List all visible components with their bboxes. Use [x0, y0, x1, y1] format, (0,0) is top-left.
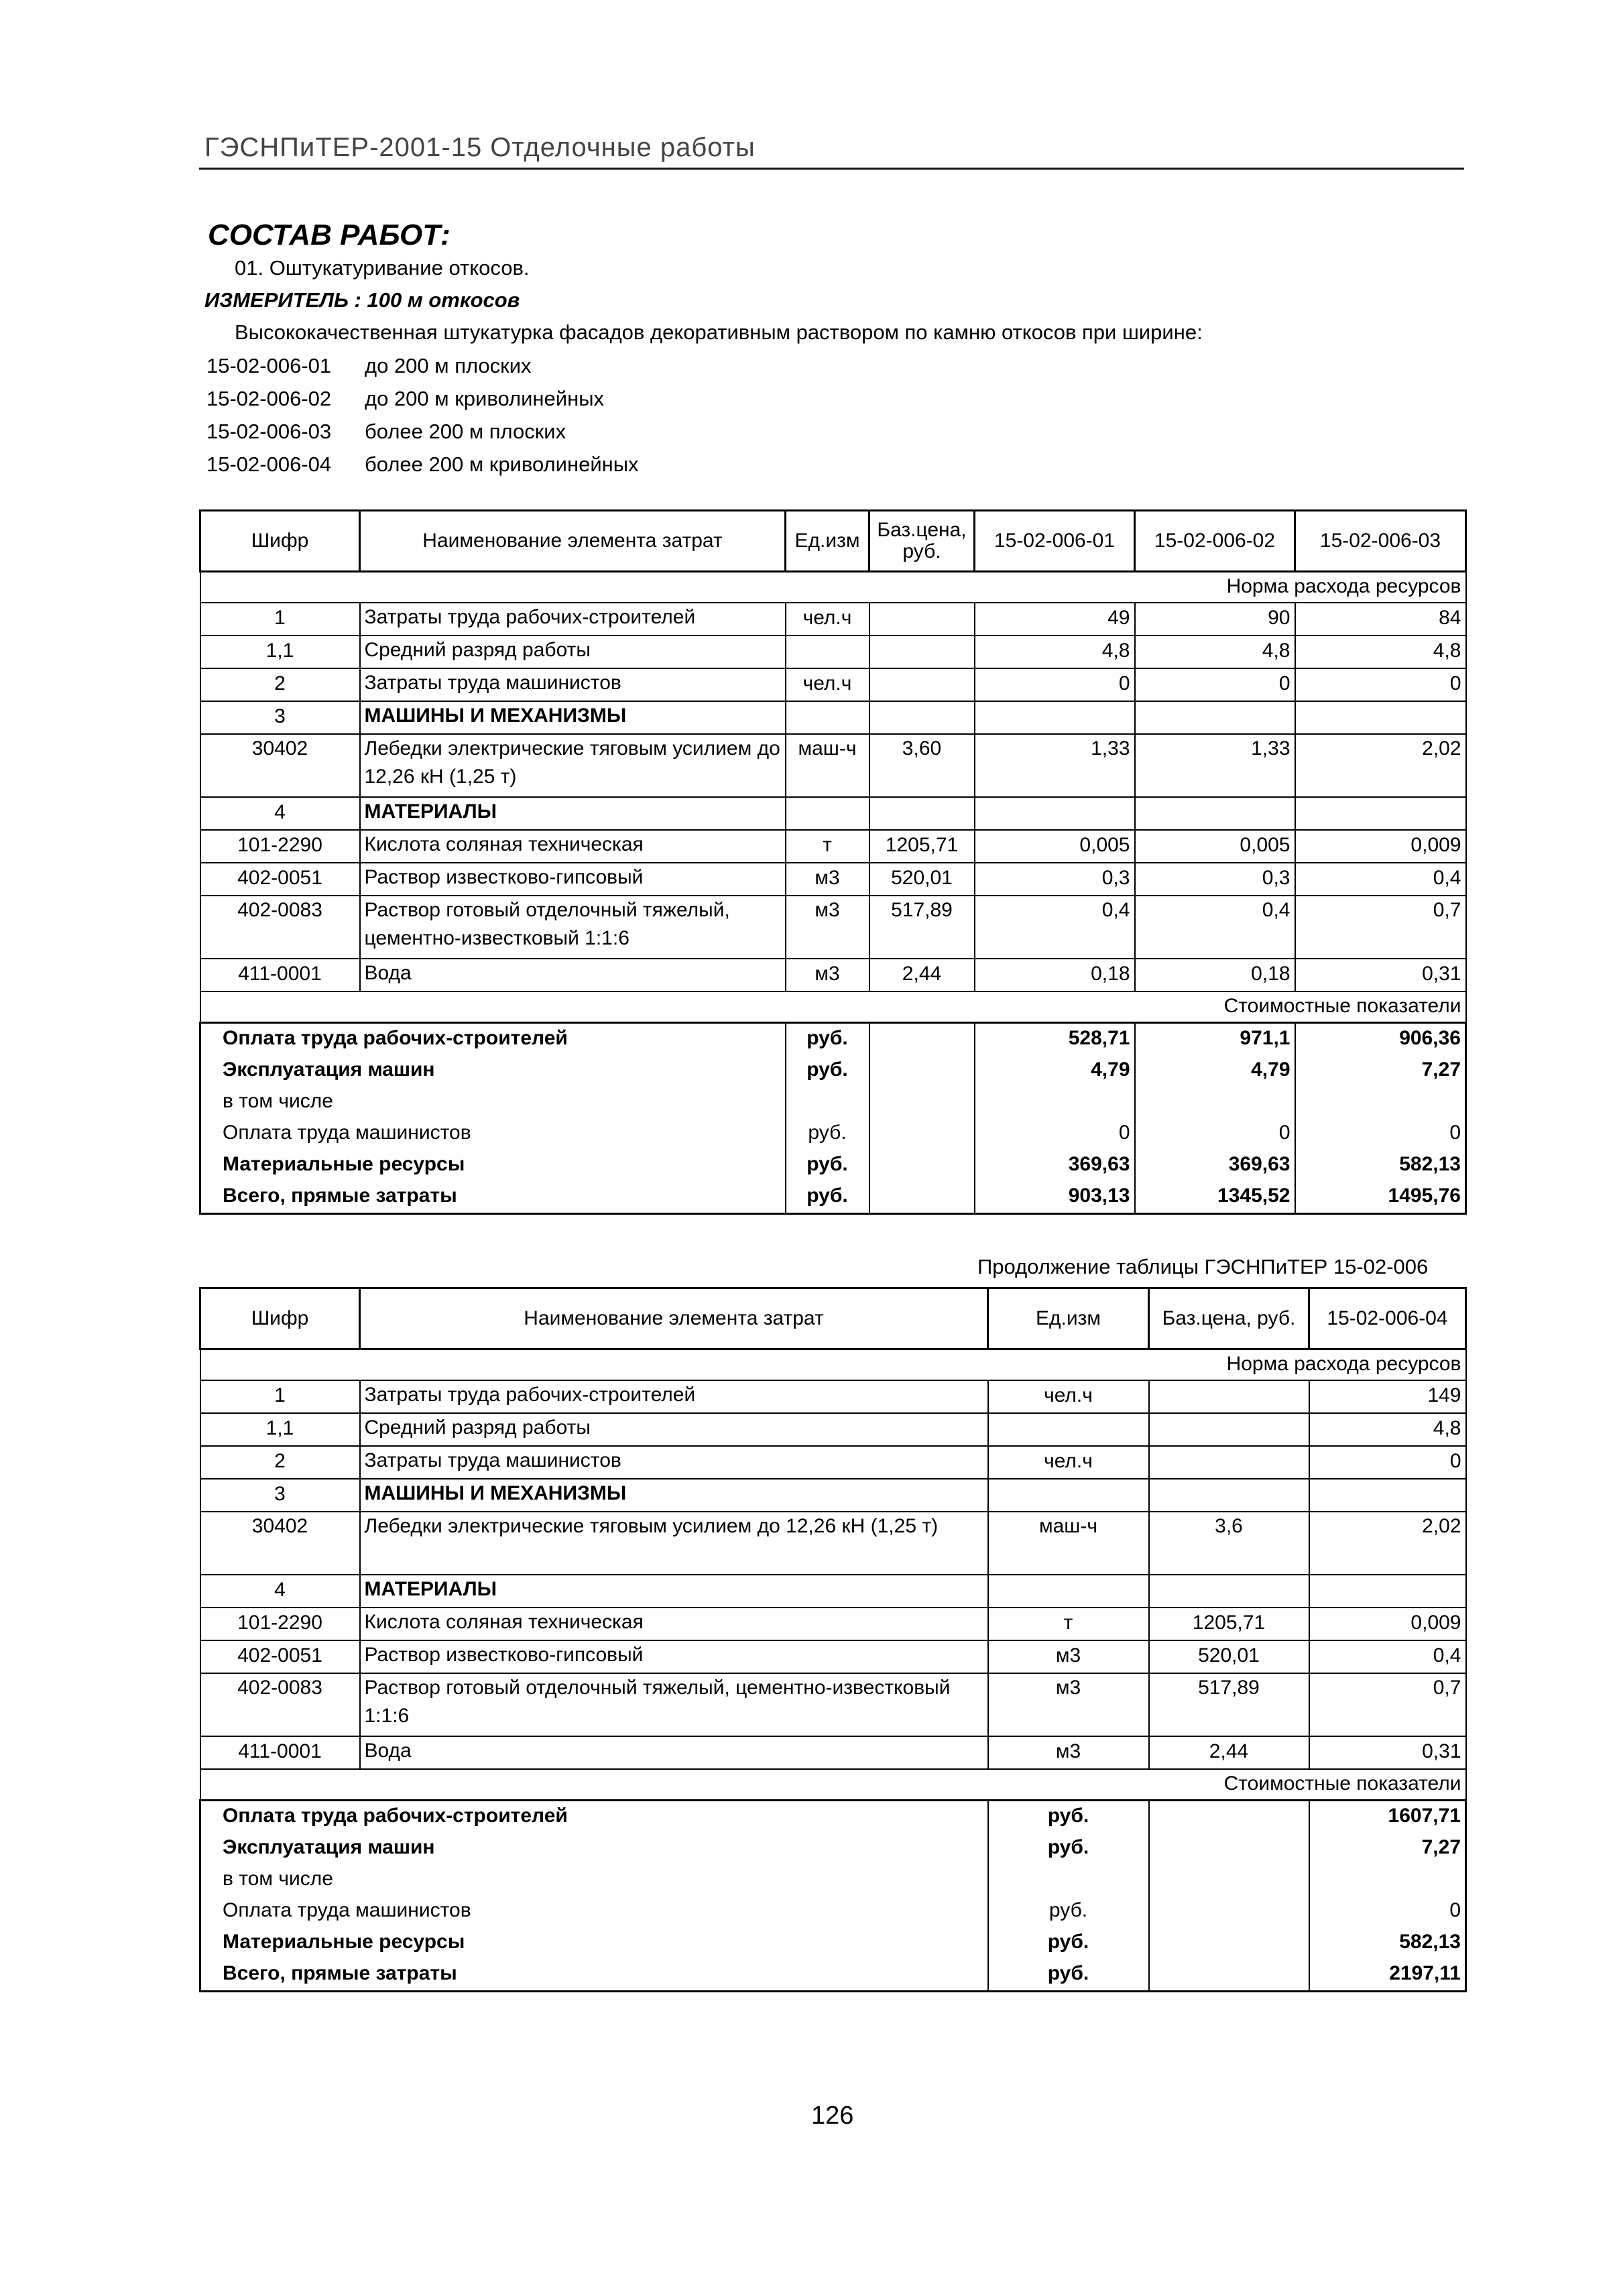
table-cell: 0,4 [975, 896, 1135, 959]
norm-band [200, 1349, 1466, 1381]
continuation-caption: Продолжение таблицы ГЭСНПиТЕР 15-02-006 [977, 1255, 1429, 1278]
norm-label: Норма расхода ресурсов [200, 1349, 1466, 1381]
table-cell [1295, 701, 1466, 734]
table-cell: Средний разряд работы [360, 1413, 988, 1446]
table-cell [869, 603, 975, 636]
table-cell: 411-0001 [200, 959, 360, 991]
table-cell: 0,009 [1295, 830, 1466, 863]
table-cell: 2 [200, 668, 360, 701]
table-row [200, 830, 1466, 863]
col-header: Шифр [200, 511, 360, 572]
cost-label-cell: в том числе [200, 1864, 988, 1896]
col-header: Шифр [200, 1288, 360, 1349]
table-cell: м3 [786, 863, 869, 896]
cost-value-cell: 528,71 [975, 1023, 1135, 1056]
cost-unit-cell [988, 1864, 1149, 1896]
table-row [200, 797, 1466, 830]
col-header: Наименование элемента затрат [360, 1288, 988, 1349]
table-cell: 90 [1135, 603, 1295, 636]
table-cell: м3 [786, 896, 869, 959]
table-cell: м3 [988, 1736, 1149, 1769]
code-text: более 200 м плоских [365, 420, 566, 443]
table-cell: 3 [200, 701, 360, 734]
cost-value-cell: 0 [1295, 1118, 1466, 1150]
cost-row [200, 1150, 1466, 1181]
cost-label-cell: Всего, прямые затраты [200, 1181, 786, 1214]
cost-unit-cell [786, 1087, 869, 1118]
code-line [206, 387, 604, 411]
table-row [200, 734, 1466, 797]
work-description: Высококачественная штукатурка фасадов декоративным раствором по камню откосов при ширине: [235, 320, 1203, 344]
table-cell [988, 1575, 1149, 1608]
table-cell [1295, 797, 1466, 830]
table-cell: 4,8 [1309, 1413, 1466, 1446]
cost-empty-cell [1149, 1927, 1309, 1959]
table-cell: 0,3 [975, 863, 1135, 896]
cost-value-cell: 582,13 [1309, 1927, 1466, 1959]
table-cell: 2,02 [1295, 734, 1466, 797]
cost-unit-cell: руб. [786, 1150, 869, 1181]
table-cell: т [988, 1608, 1149, 1640]
table-cell: 1 [200, 603, 360, 636]
cost-unit-cell: руб. [988, 1959, 1149, 1992]
table-row [200, 1479, 1466, 1512]
cost-row [200, 1864, 1466, 1896]
table-cell: 49 [975, 603, 1135, 636]
table-body [200, 1380, 1466, 1769]
table-cell [786, 701, 869, 734]
table-cell [869, 701, 975, 734]
table-cell: 402-0083 [200, 896, 360, 959]
cost-empty-cell [869, 1150, 975, 1181]
table-row [200, 1446, 1466, 1479]
cost-unit-cell: руб. [988, 1927, 1149, 1959]
table-row [200, 1413, 1466, 1446]
table-cell: 0,7 [1295, 896, 1466, 959]
cost-unit-cell: руб. [988, 1801, 1149, 1833]
cost-label-cell: Оплата труда рабочих-строителей [200, 1023, 786, 1056]
cost-label-cell: Оплата труда рабочих-строителей [200, 1801, 988, 1833]
cost-empty-cell [869, 1087, 975, 1118]
col-header: 15-02-006-03 [1295, 511, 1466, 572]
cost-unit-cell: руб. [786, 1023, 869, 1056]
table-cell [869, 797, 975, 830]
table-header-row [200, 1288, 1466, 1349]
cost-value-cell: 0 [1309, 1896, 1466, 1927]
table-cell: м3 [988, 1640, 1149, 1673]
cost-label-cell: Оплата труда машинистов [200, 1896, 988, 1927]
table-row [200, 603, 1466, 636]
table-cell [1149, 1479, 1309, 1512]
table-cell: м3 [786, 959, 869, 991]
table-cell: чел.ч [786, 668, 869, 701]
code-line [206, 420, 566, 444]
table-body [200, 603, 1466, 991]
table-cell: 0,4 [1135, 896, 1295, 959]
norm-band [200, 572, 1466, 603]
cost-empty-cell [869, 1055, 975, 1087]
code-text: более 200 м криволинейных [365, 452, 639, 476]
code: 15-02-006-01 [206, 354, 332, 377]
table-cell: Раствор готовый отделочный тяжелый, цементно-известковый 1:1:6 [360, 1673, 988, 1736]
table-cell [1149, 1413, 1309, 1446]
code-line [206, 354, 532, 378]
table-cell [1149, 1380, 1309, 1413]
table-row [200, 896, 1466, 959]
table-cell: 0,18 [975, 959, 1135, 991]
cost-row [200, 1896, 1466, 1927]
table-cell: 0 [1309, 1446, 1466, 1479]
table-cell: Затраты труда машинистов [360, 668, 786, 701]
table-cell: 0,18 [1135, 959, 1295, 991]
table-cell [869, 636, 975, 668]
table-cell: 0,4 [1295, 863, 1466, 896]
cost-unit-cell: руб. [786, 1181, 869, 1214]
page-number: 126 [811, 2102, 854, 2130]
table-cell: 101-2290 [200, 1608, 360, 1640]
table-cell: 3,60 [869, 734, 975, 797]
table-row [200, 636, 1466, 668]
resource-table-1 [199, 509, 1467, 1215]
table-cell: 0,31 [1295, 959, 1466, 991]
table-cell: 2,44 [1149, 1736, 1309, 1769]
table-cell: м3 [988, 1673, 1149, 1736]
table-cell: МАТЕРИАЛЫ [360, 797, 786, 830]
table-cell [1149, 1446, 1309, 1479]
table-cell: 1,33 [1135, 734, 1295, 797]
table-cell [869, 668, 975, 701]
table-cell [988, 1413, 1149, 1446]
table-cell [975, 701, 1135, 734]
table-cell [988, 1479, 1149, 1512]
cost-value-cell: 582,13 [1295, 1150, 1466, 1181]
table-cell: 0,005 [1135, 830, 1295, 863]
cost-empty-cell [869, 1118, 975, 1150]
cost-empty-cell [1149, 1833, 1309, 1864]
table-cell: 1,1 [200, 1413, 360, 1446]
code: 15-02-006-04 [206, 452, 332, 476]
table-cell: 3 [200, 1479, 360, 1512]
table-row [200, 1608, 1466, 1640]
col-header: 15-02-006-01 [975, 511, 1135, 572]
table-cell [1135, 797, 1295, 830]
norm-label: Норма расхода ресурсов [200, 572, 1466, 603]
header-rule [199, 168, 1464, 170]
table-cell: 1205,71 [1149, 1608, 1309, 1640]
table-cell: 4 [200, 1575, 360, 1608]
cost-empty-cell [1149, 1801, 1309, 1833]
table-row [200, 1673, 1466, 1736]
table-cell: 2,02 [1309, 1512, 1466, 1575]
col-header: Баз.цена, руб. [869, 511, 975, 572]
table-cell: Кислота соляная техническая [360, 1608, 988, 1640]
table-cell: 4,8 [975, 636, 1135, 668]
cost-label-cell: Материальные ресурсы [200, 1150, 786, 1181]
cost-value-cell [1309, 1864, 1466, 1896]
table-cell: МАШИНЫ И МЕХАНИЗМЫ [360, 1479, 988, 1512]
table-cell: 402-0083 [200, 1673, 360, 1736]
table-cell: 402-0051 [200, 863, 360, 896]
code-text: до 200 м плоских [365, 354, 532, 377]
cost-value-cell: 971,1 [1135, 1023, 1295, 1056]
table-cell: 0,3 [1135, 863, 1295, 896]
table-row [200, 959, 1466, 991]
code: 15-02-006-03 [206, 420, 332, 443]
cost-value-cell: 1345,52 [1135, 1181, 1295, 1214]
table-row [200, 668, 1466, 701]
table-cell: 520,01 [869, 863, 975, 896]
cost-empty-cell [1149, 1896, 1309, 1927]
section-title: СОСТАВ РАБОТ: [208, 219, 450, 251]
cost-value-cell: 903,13 [975, 1181, 1135, 1214]
cost-value-cell: 7,27 [1309, 1833, 1466, 1864]
table-cell: 4,8 [1135, 636, 1295, 668]
table-cell: Затраты труда рабочих-строителей [360, 603, 786, 636]
table-cell: чел.ч [988, 1446, 1149, 1479]
col-header: Ед.изм [988, 1288, 1149, 1349]
table-cell: 2 [200, 1446, 360, 1479]
table-row [200, 1575, 1466, 1608]
table-cell: маш-ч [786, 734, 869, 797]
cost-empty-cell [869, 1181, 975, 1214]
table-cell [786, 636, 869, 668]
cost-row [200, 1833, 1466, 1864]
cost-value-cell: 906,36 [1295, 1023, 1466, 1056]
cost-body [200, 1023, 1466, 1214]
table-cell: Кислота соляная техническая [360, 830, 786, 863]
col-header: 15-02-006-04 [1309, 1288, 1466, 1349]
table-cell [975, 797, 1135, 830]
cost-empty-cell [1149, 1959, 1309, 1992]
table-cell: Раствор известково-гипсовый [360, 863, 786, 896]
resource-table-2 [199, 1287, 1467, 1992]
cost-value-cell [1135, 1087, 1295, 1118]
table-cell: 4 [200, 797, 360, 830]
table-cell: маш-ч [988, 1512, 1149, 1575]
cost-row [200, 1118, 1466, 1150]
table-cell: Затраты труда машинистов [360, 1446, 988, 1479]
cost-band [200, 991, 1466, 1023]
table-cell: 0,005 [975, 830, 1135, 863]
table-cell: 1205,71 [869, 830, 975, 863]
table-cell: 2,44 [869, 959, 975, 991]
cost-value-cell: 4,79 [1135, 1055, 1295, 1087]
cost-empty-cell [1149, 1864, 1309, 1896]
table-cell: 3,6 [1149, 1512, 1309, 1575]
table-cell: Лебедки электрические тяговым усилием до 12,26 кН (1,25 т) [360, 1512, 988, 1575]
cost-label-cell: в том числе [200, 1087, 786, 1118]
table-row [200, 1380, 1466, 1413]
col-header: 15-02-006-02 [1135, 511, 1295, 572]
table-cell: 1,1 [200, 636, 360, 668]
table-header-row [200, 511, 1466, 572]
table-cell: Вода [360, 959, 786, 991]
table-cell [1309, 1479, 1466, 1512]
work-step: 01. Оштукатуривание откосов. [235, 256, 530, 280]
cost-label: Стоимостные показатели [200, 991, 1466, 1023]
table-cell [1135, 701, 1295, 734]
cost-row [200, 1927, 1466, 1959]
table-cell: 0 [1135, 668, 1295, 701]
table-cell: 411-0001 [200, 1736, 360, 1769]
table-cell: 149 [1309, 1380, 1466, 1413]
cost-label-cell: Эксплуатация машин [200, 1833, 988, 1864]
table-cell: Вода [360, 1736, 988, 1769]
cost-row [200, 1959, 1466, 1992]
table-cell: 30402 [200, 734, 360, 797]
table-row [200, 701, 1466, 734]
table-cell: 517,89 [1149, 1673, 1309, 1736]
cost-empty-cell [869, 1023, 975, 1056]
table-cell: 0,009 [1309, 1608, 1466, 1640]
table-cell: 0 [975, 668, 1135, 701]
table-cell: 402-0051 [200, 1640, 360, 1673]
table-cell: чел.ч [786, 603, 869, 636]
cost-label-cell: Оплата труда машинистов [200, 1118, 786, 1150]
cost-value-cell: 1607,71 [1309, 1801, 1466, 1833]
table-row [200, 1640, 1466, 1673]
cost-label-cell: Всего, прямые затраты [200, 1959, 988, 1992]
cost-label: Стоимостные показатели [200, 1769, 1466, 1801]
table-cell: Затраты труда рабочих-строителей [360, 1380, 988, 1413]
cost-unit-cell: руб. [988, 1896, 1149, 1927]
cost-value-cell: 0 [1135, 1118, 1295, 1150]
cost-value-cell [975, 1087, 1135, 1118]
table-cell: 4,8 [1295, 636, 1466, 668]
table-cell: т [786, 830, 869, 863]
cost-value-cell: 369,63 [1135, 1150, 1295, 1181]
col-header: Ед.изм [786, 511, 869, 572]
table-cell: 84 [1295, 603, 1466, 636]
table-row [200, 1512, 1466, 1575]
table-cell: Раствор известково-гипсовый [360, 1640, 988, 1673]
table-row [200, 863, 1466, 896]
cost-band [200, 1769, 1466, 1801]
measure-unit: ИЗМЕРИТЕЛЬ : 100 м откосов [204, 288, 520, 312]
table-cell: Средний разряд работы [360, 636, 786, 668]
table-row [200, 1736, 1466, 1769]
table-cell: Раствор готовый отделочный тяжелый, цементно-известковый 1:1:6 [360, 896, 786, 959]
col-header: Баз.цена, руб. [1149, 1288, 1309, 1349]
code: 15-02-006-02 [206, 387, 332, 410]
cost-value-cell: 1495,76 [1295, 1181, 1466, 1214]
cost-label-cell: Эксплуатация машин [200, 1055, 786, 1087]
cost-unit-cell: руб. [786, 1055, 869, 1087]
cost-row [200, 1181, 1466, 1214]
col-header: Наименование элемента затрат [360, 511, 786, 572]
table-cell: 517,89 [869, 896, 975, 959]
cost-unit-cell: руб. [988, 1833, 1149, 1864]
cost-value-cell [1295, 1087, 1466, 1118]
cost-label-cell: Материальные ресурсы [200, 1927, 988, 1959]
cost-row [200, 1023, 1466, 1056]
cost-body [200, 1801, 1466, 1992]
cost-value-cell: 4,79 [975, 1055, 1135, 1087]
table-cell: 101-2290 [200, 830, 360, 863]
table-cell: 0 [1295, 668, 1466, 701]
cost-value-cell: 369,63 [975, 1150, 1135, 1181]
table-cell: 1 [200, 1380, 360, 1413]
table-cell: МАТЕРИАЛЫ [360, 1575, 988, 1608]
table-cell: Лебедки электрические тяговым усилием до 12,26 кН (1,25 т) [360, 734, 786, 797]
table-cell [1149, 1575, 1309, 1608]
table-cell: 0,31 [1309, 1736, 1466, 1769]
cost-row [200, 1087, 1466, 1118]
table-cell: МАШИНЫ И МЕХАНИЗМЫ [360, 701, 786, 734]
code-line [206, 452, 639, 477]
cost-row [200, 1801, 1466, 1833]
cost-value-cell: 0 [975, 1118, 1135, 1150]
table-cell: чел.ч [988, 1380, 1149, 1413]
code-text: до 200 м криволинейных [365, 387, 604, 410]
table-cell [786, 797, 869, 830]
table-cell: 30402 [200, 1512, 360, 1575]
table-cell: 0,4 [1309, 1640, 1466, 1673]
table-cell [1309, 1575, 1466, 1608]
table-cell: 1,33 [975, 734, 1135, 797]
cost-value-cell: 2197,11 [1309, 1959, 1466, 1992]
table-cell: 520,01 [1149, 1640, 1309, 1673]
cost-unit-cell: руб. [786, 1118, 869, 1150]
cost-value-cell: 7,27 [1295, 1055, 1466, 1087]
page-header: ГЭСНПиТЕР-2001-15 Отделочные работы [204, 133, 756, 162]
table-cell: 0,7 [1309, 1673, 1466, 1736]
cost-row [200, 1055, 1466, 1087]
